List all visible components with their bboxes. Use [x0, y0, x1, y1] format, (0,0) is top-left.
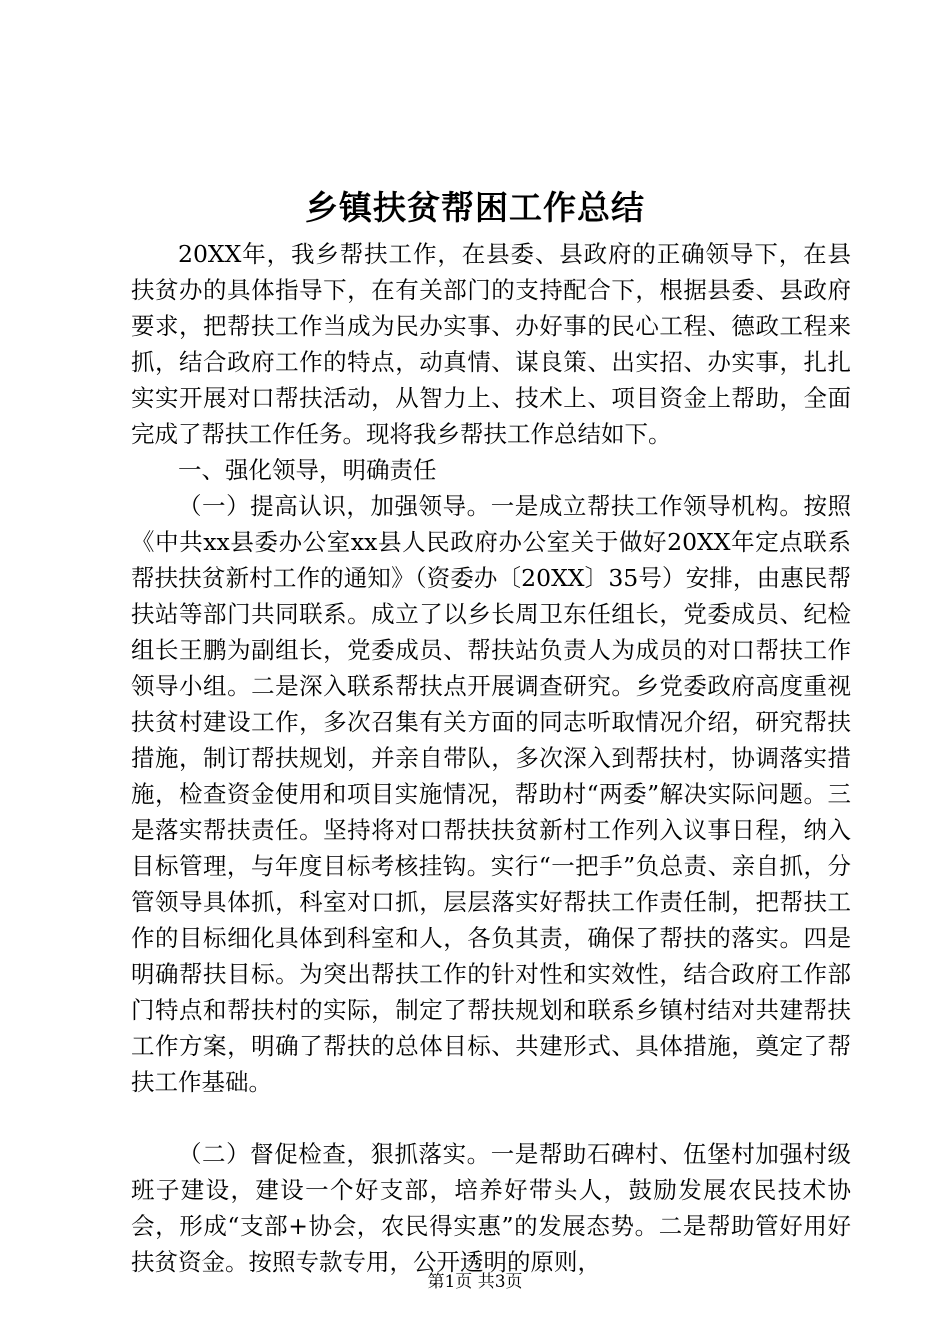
document-title: 乡镇扶贫帮困工作总结 — [305, 188, 645, 227]
page-footer: 第1页 共3页 — [427, 1272, 523, 1292]
subsection-paragraph-2: （二）督促检查，狠抓落实。一是帮助石碑村、伍堡村加强村级班子建设，建设一个好支部，培养好带头人，鼓励发展农民技术协会，形成“支部+协会，农民得实惠”的发展态势。二是帮助管好用好扶贫资金。按照专款专用，公开透明的原则， — [131, 1140, 851, 1276]
intro-paragraph: 20XX年，我乡帮扶工作，在县委、县政府的正确领导下，在县扶贫办的具体指导下，在有关部门的支持配合下，根据县委、县政府要求，把帮扶工作当成为民办实事、办好事的民心工程、德政工程来抓，结合政府工作的特点，动真情、谋良策、出实招、办实事，扎扎实实开展对口帮扶活动，从智力上、技术上、项目资金上帮助，全面完成了帮扶工作任务。现将我乡帮扶工作总结如下。 — [131, 240, 851, 448]
subsection-paragraph-1: （一）提高认识，加强领导。一是成立帮扶工作领导机构。按照《中共xx县委办公室xx县人民政府办公室关于做好20XX年定点联系帮扶扶贫新村工作的通知》（资委办〔20XX〕35号）安排，由惠民帮扶站等部门共同联系。成立了以乡长周卫东任组长，党委成员、纪检组长王鹏为副组长，党委成员、帮扶站负责人为成员的对口帮扶工作领导小组。二是深入联系帮扶点开展调查研究。乡党委政府高度重视扶贫村建设工作，多次召集有关方面的同志听取情况介绍，研究帮扶措施，制订帮扶规划，并亲自带队，多次深入到帮扶村，协调落实措施，检查资金使用和项目实施情况，帮助村“两委”解决实际问题。三是落实帮扶责任。坚持将对口帮扶扶贫新村工作列入议事日程，纳入目标管理，与年度目标考核挂钩。实行“一把手”负总责、亲自抓，分管领导具体抓，科室对口抓，层层落实好帮扶工作责任制，把帮扶工作的目标细化具体到科室和人，各负其责，确保了帮扶的落实。四是明确帮扶目标。为突出帮扶工作的针对性和实效性，结合政府工作部门特点和帮扶村的实际，制定了帮扶规划和联系乡镇村结对共建帮扶工作方案，明确了帮扶的总体目标、共建形式、具体措施，奠定了帮扶工作基础。 — [131, 492, 851, 1096]
document-body — [131, 236, 851, 1280]
section-heading: 一、强化领导，明确责任 — [178, 456, 437, 484]
